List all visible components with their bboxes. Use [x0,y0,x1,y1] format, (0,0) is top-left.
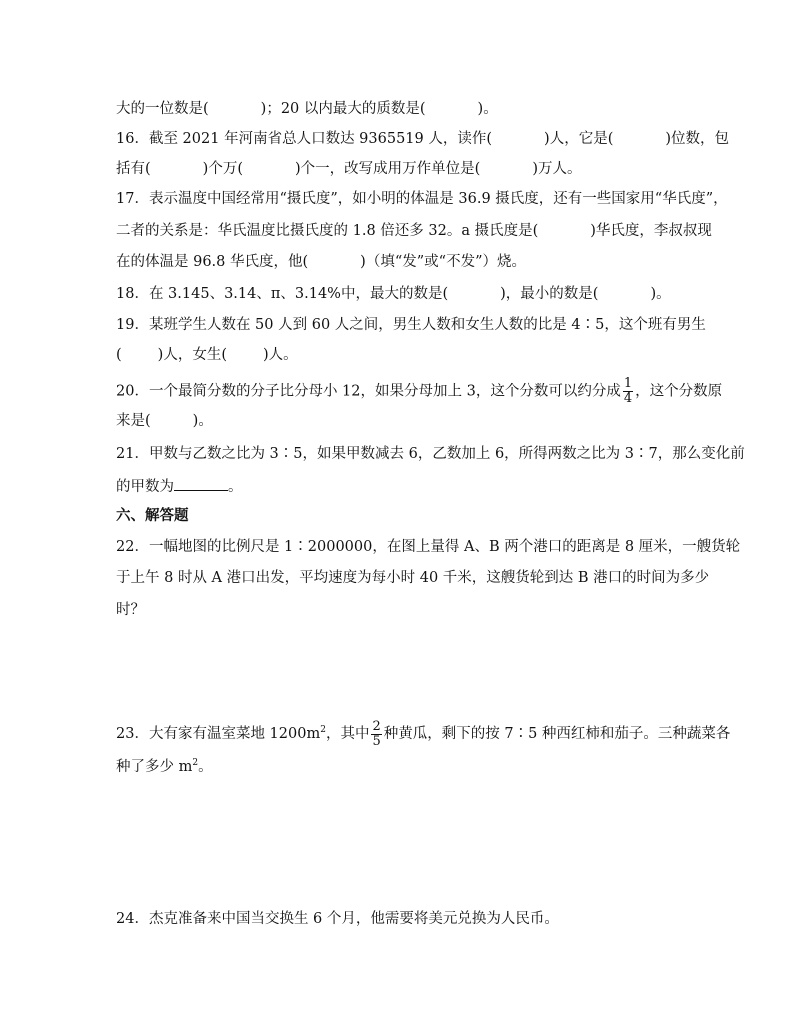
q23-line1 [116,718,730,750]
q22-line3 [116,600,145,620]
q22-text-a: 22．一幅地图的比例尺是 1∶2000000，在图上量得 A、B 两个港口的距离是 8 厘米，一艘货轮 [116,539,741,555]
q15-text-c: )。 [477,101,498,117]
section-title-text: 六、解答题 [116,507,189,524]
q23-sup-2: 2 [192,758,199,769]
q19-text-d: )人。 [263,347,298,363]
q19-text-c: )人，女生( [157,347,227,363]
q17-text-c: )华氏度，李叔叔现 [590,223,712,239]
q23-fraction [371,720,381,749]
q23-frac-num: 2 [372,718,381,734]
q20-text-a: 20．一个最简分数的分子比分母小 12，如果分母加上 3，这个分数可以约分成 [116,383,621,400]
q23-text-a: 23．大有家有温室菜地 1200m [116,726,321,742]
q19-text-b: ( [116,347,122,363]
q17-text-a: 17．表示温度中国经常用“摄氏度”，如小明的体温是 36.9 摄氏度，还有一些国家用“华氏度”， [116,191,728,207]
q17-line2 [116,221,712,241]
q23-frac-den: 5 [372,733,381,749]
q20-frac-den: 4 [623,391,633,406]
q20-line1 [116,377,722,405]
q20-text-d: )。 [192,413,213,429]
q18-line1 [116,284,671,304]
q22-text-b: 于上午 8 时从 A 港口出发，平均速度为每小时 40 千米，这艘货轮到达 B 港口的时间为多少 [116,570,710,586]
q16-text-b: )人，它是( [544,131,614,147]
q16-text-g: )万人。 [532,161,582,177]
q20-text-c: 来是( [116,413,151,429]
q16-text-d: 括有( [116,161,151,177]
q20-text-b: ，这个分数原 [635,383,723,400]
q20-frac-num: 1 [623,376,633,391]
q20-line2 [116,411,213,431]
q23-text-e: 。 [198,759,213,775]
q21-text-a: 21．甲数与乙数之比为 3∶5，如果甲数减去 6，乙数加上 6，所得两数之比为 3∶7，那么变化前 [116,446,745,462]
q17-text-b: 二者的关系是：华氏温度比摄氏度的 1.8 倍还多 32。a 摄氏度是( [116,223,539,239]
q18-text-c: )。 [650,286,671,302]
q17-line3 [116,252,526,272]
q17-text-e: )（填“发”或“不发”）烧。 [360,254,526,270]
q21-text-b: 的甲数为 [116,479,174,495]
q17-text-d: 在的体温是 96.8 华氏度，他( [116,254,309,270]
q21-text-c: 。 [228,479,243,495]
q23-text-d: 种了多少 m [116,759,193,775]
q15-line1 [116,99,498,119]
q16-line2 [116,159,582,179]
q19-text-a: 19．某班学生人数在 50 人到 60 人之间，男生人数和女生人数的比是 4∶5，这个班有男生 [116,317,706,333]
q15-text-a: 大的一位数是( [116,101,209,117]
q23-sup-1: 2 [320,725,326,736]
q16-text-f: )个一，改写成用万作单位是( [295,161,481,177]
q21-line1 [116,444,745,464]
q19-line1 [116,315,706,335]
q22-text-c: 时？ [116,602,145,618]
q20-fraction [623,377,633,406]
q16-line1 [116,129,729,149]
q19-line2 [116,345,298,365]
q15-text-b: )；20 以内最大的质数是( [260,101,426,117]
q24-line1 [116,909,559,929]
q23-line2 [116,757,213,777]
section-title [116,506,189,526]
q16-text-c: )位数，包 [665,131,730,147]
q16-text-a: 16．截至 2021 年河南省总人口数达 9365519 人，读作( [116,131,493,147]
q23-text-c: 种黄瓜，剩下的按 7∶5 种西红柿和茄子。三种蔬菜各 [383,726,731,742]
q22-line1 [116,537,740,557]
q24-text-a: 24．杰克准备来中国当交换生 6 个月，他需要将美元兑换为人民币。 [116,911,559,927]
q17-line1 [116,189,728,209]
q18-text-a: 18．在 3.145、3.14、π、3.14%中，最大的数是( [116,286,449,302]
q21-line2 [116,476,243,496]
q23-text-b: ，其中 [325,726,370,742]
q16-text-e: )个万( [202,161,243,177]
q21-underline-blank[interactable] [174,476,228,491]
q22-line2 [116,568,709,588]
q18-text-b: )，最小的数是( [500,286,599,302]
